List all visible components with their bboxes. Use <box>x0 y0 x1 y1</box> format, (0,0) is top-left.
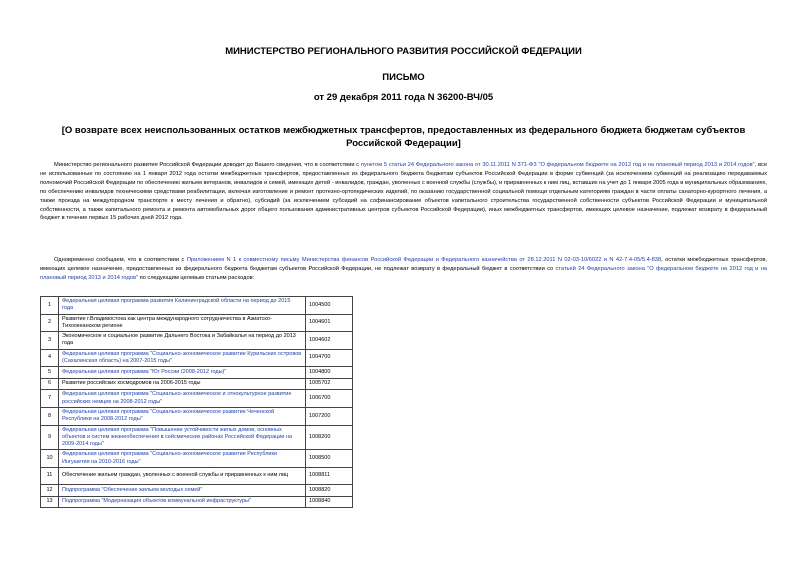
paragraph-2 <box>40 256 767 283</box>
program-name-cell <box>59 297 306 315</box>
target-code-cell: 1004602 <box>306 332 353 350</box>
target-code-cell: 1004601 <box>306 314 353 332</box>
program-name-cell <box>59 332 306 350</box>
table-row <box>41 390 353 408</box>
target-code-cell: 1008200 <box>306 425 353 450</box>
program-link[interactable]: Федеральная целевая программа "Социально-экономическое развитие Чеченской Республики на 2008-2012 годы" <box>62 408 275 423</box>
table-row <box>41 349 353 367</box>
table-row <box>41 407 353 425</box>
target-code-cell: 1006700 <box>306 390 353 408</box>
ministry-heading: МИНИСТЕРСТВО РЕГИОНАЛЬНОГО РАЗВИТИЯ РОССИЙСКОЙ ФЕДЕРАЦИИ <box>225 46 582 57</box>
program-name-cell <box>59 390 306 408</box>
table-row <box>41 450 353 468</box>
program-name-cell <box>59 367 306 379</box>
target-code-cell: 1008840 <box>306 496 353 508</box>
table-row <box>41 468 353 485</box>
program-link[interactable]: Подпрограмма "Обеспечение жильем молодых семей" <box>62 486 203 493</box>
program-name-text: Обеспечение жильем граждан, уволенных с военной службы и приравненных к ним лиц <box>62 472 289 479</box>
row-number-cell: 10 <box>41 450 59 468</box>
table-row <box>41 485 353 497</box>
row-number-cell: 2 <box>41 314 59 332</box>
program-name-cell <box>59 349 306 367</box>
row-number-cell: 9 <box>41 425 59 450</box>
row-number-cell: 7 <box>41 390 59 408</box>
program-name-text: Развитие г.Владивостока как центра международного сотрудничества в Азиатско-Тихоокеанском регионе <box>62 315 272 329</box>
program-name-cell <box>59 378 306 390</box>
appendix-1-joint-letter-link[interactable]: Приложением N 1 к совместному письму Министерства финансов Российской Федерации и Федерального казначейства от 28.12.2011 N 02-03-10/6022 и N 42-7.4-05/5.4-838 <box>186 257 662 263</box>
paragraph-1-text-a: Министерство регионального развития Российской Федерации доводит до Вашего сведения, что в соответствии с <box>54 162 361 168</box>
table-row <box>41 314 353 332</box>
program-name-cell <box>59 468 306 485</box>
table-row <box>41 367 353 379</box>
target-code-cell: 1004700 <box>306 349 353 367</box>
program-name-cell <box>59 485 306 497</box>
program-name-text: Развитие российских космодромов на 2006-2015 годы <box>62 380 201 387</box>
row-number-cell: 11 <box>41 468 59 485</box>
target-code-cell: 1007200 <box>306 407 353 425</box>
target-code-cell: 1008820 <box>306 485 353 497</box>
row-number-cell: 13 <box>41 496 59 508</box>
federal-law-article-24-p5-link[interactable]: пунктом 5 статьи 24 Федерального закона от 30.11.2011 N 371-ФЗ "О федеральном бюджете на 2012 год и на плановый период 2013 и 2014 годов" <box>360 162 755 168</box>
program-link[interactable]: Федеральная целевая программа "Социально-экономическое развитие Республики Ингушетия на 2010-2016 годы" <box>62 451 277 465</box>
row-number-cell: 1 <box>41 297 59 315</box>
program-name-cell <box>59 407 306 425</box>
program-link[interactable]: Подпрограмма "Модернизация объектов коммунальной инфраструктуры" <box>62 498 251 505</box>
row-number-cell: 3 <box>41 332 59 350</box>
paragraph-1-text-b: , все не использованные по состоянию на 1 января 2012 года остатки межбюджетных трансфертов, предоставленных из федерального бюджета бюджетам субъектов Российской Федерации в форме субвенций (за исключением субвенций на реализацию передаваемых полномочий Российской Федерации по обеспечению жильем ветеранов, инвалидов и семей, имеющих детей - инвалидов, граждан, уволенных с военной службы (службы), и приравненных к ним лиц, вставших на учет до 1 января 2005 года в муниципальных образованиях, по обеспечению инвалидов техническими средствами реабилитации, включая изготовление и ремонт протезно-ортопедических изделий, по оказанию государственной социальной помощи отдельным категориям граждан в части оплаты санаторно-курортного лечения, а также проезда на междугородном транспорте к месту лечения и обратно), субсидий (за исключением субсидий на софинансирование объектов капитального строительства государственной собственности субъектов Российской Федерации и муниципальной собственности, а также капитального ремонта и ремонта автомобильных дорог общего пользования административных центров субъектов Российской Федерации), иных межбюджетных трансфертов, имеющих целевое назначение, подлежат возврату в федеральный бюджет в течение первых 15 рабочих дней 2012 года. <box>40 162 767 222</box>
row-number-cell: 6 <box>41 378 59 390</box>
budget-items-table <box>40 296 353 508</box>
budget-items-table-body <box>41 297 353 508</box>
table-row <box>41 297 353 315</box>
target-code-cell: 1004800 <box>306 367 353 379</box>
program-name-cell <box>59 314 306 332</box>
row-number-cell: 4 <box>41 349 59 367</box>
paragraph-2-text-b: , остатки межбюджетных трансфертов, имеющих целевое назначение, предоставленных из федерального бюджета бюджетам субъектов Российской Федерации, не подлежат возврату в федеральный бюджет в соответствии со <box>40 257 767 272</box>
program-link[interactable]: Федеральная целевая программа "Социально-экономическое развитие Курильских островов (Сахалинская область) на 2007-2015 годы" <box>62 350 302 365</box>
program-link[interactable]: Федеральная целевая программа "Повышение устойчивости жилых домов, основных объектов и систем жизнеобеспечения в сейсмических районах Российской Федерации на 2009-2014 годы" <box>62 426 293 448</box>
target-code-cell: 1008811 <box>306 468 353 485</box>
document-subject: [О возврате всех неиспользованных остатков межбюджетных трансфертов, предоставленных из федерального бюджета бюджетам субъектов Российской Федерации] <box>61 125 746 149</box>
program-link[interactable]: Федеральная целевая программа "Юг России (2008-2012 годы)" <box>62 368 227 375</box>
target-code-cell: 1008500 <box>306 450 353 468</box>
target-code-cell: 1005702 <box>306 378 353 390</box>
program-link[interactable]: Федеральная целевая программа развития Калининградской области на период до 2015 года <box>62 298 291 312</box>
table-row <box>41 332 353 350</box>
table-row <box>41 496 353 508</box>
row-number-cell: 12 <box>41 485 59 497</box>
paragraph-1 <box>40 161 767 223</box>
federal-law-article-24-link[interactable]: статьей 24 Федерального закона "О федеральном бюджете на 2012 год и на плановый период 2013 и 2014 годов" <box>40 265 767 281</box>
table-row <box>41 378 353 390</box>
row-number-cell: 5 <box>41 367 59 379</box>
paragraph-2-text-c: по следующим целевым статьям расходов: <box>137 274 255 281</box>
target-code-cell: 1004500 <box>306 297 353 315</box>
date-number-heading: от 29 декабря 2011 года N 36200-ВЧ/05 <box>313 92 494 103</box>
program-link[interactable]: Федеральная целевая программа "Социально-экономическое и этнокультурное развитие российских немцев на 2008-2012 годы" <box>62 391 292 405</box>
table-row <box>41 425 353 450</box>
doc-type-heading: ПИСЬМО <box>382 72 425 83</box>
program-name-cell <box>59 425 306 450</box>
program-name-text: Экономическое и социальное развитие Дальнего Востока и Забайкалья на период до 2013 года <box>62 333 296 347</box>
row-number-cell: 8 <box>41 407 59 425</box>
program-name-cell <box>59 496 306 508</box>
paragraph-2-text-a: Одновременно сообщаем, что в соответствии с <box>54 257 187 263</box>
program-name-cell <box>59 450 306 468</box>
